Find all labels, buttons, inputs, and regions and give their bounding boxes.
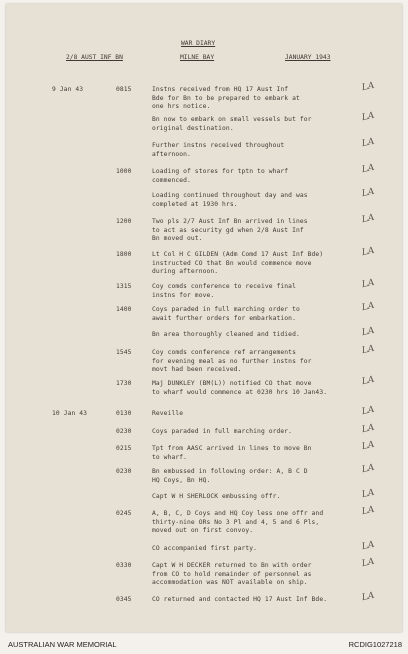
entry-time: 0815 <box>116 86 132 93</box>
entry-text-line: Bn area thoroughly cleaned and tidied. <box>152 331 300 338</box>
entry-text-line: Maj DUNKLEY (BM(L)) notified CO that move <box>152 380 312 387</box>
entry-text-line: thirty-nine ORs No 3 Pl and 4, 5 and 6 Pls, <box>152 518 320 526</box>
handwritten-initial: LA <box>361 300 376 314</box>
handwritten-initial: LA <box>361 462 376 476</box>
entry-time: 0230 <box>116 428 132 435</box>
entry-text-line: during afternoon. <box>152 268 219 275</box>
entry-text-line: Bde for Bn to be prepared to embark at <box>152 94 300 102</box>
entry-text-line: movt had been received. <box>152 366 242 373</box>
handwritten-initial: LA <box>361 422 376 436</box>
entry-text-line: Further instns received throughout <box>152 142 285 149</box>
handwritten-initial: LA <box>361 539 376 553</box>
entry-text-line: A, B, C, D Coys and HQ Coy less one offr and <box>152 510 324 517</box>
entry-time: 1730 <box>116 380 132 387</box>
entry-text-line: for evening meal as no further instns for <box>152 357 312 365</box>
entry-time: 0345 <box>116 596 132 603</box>
footer-id: RCDIG1027218 <box>348 640 402 649</box>
entry-text-line: await further orders for embarkation. <box>152 314 296 322</box>
entry-time: 0130 <box>116 410 132 417</box>
entry-text-line: moved out on first convoy. <box>152 527 254 534</box>
handwritten-initial: LA <box>361 374 376 388</box>
handwritten-initial: LA <box>361 110 376 124</box>
entry-text-line: instructed CO that Bn would commence move <box>152 259 312 267</box>
handwritten-initial: LA <box>361 325 376 339</box>
entry-text-line: Coys paraded in full marching order. <box>152 428 293 435</box>
handwritten-initial: LA <box>361 487 376 501</box>
place-name: MILNE BAY <box>180 54 215 61</box>
entry-date: 9 Jan 43 <box>52 86 84 93</box>
entry-text-line: to wharf would commence at 0230 hrs 10 Jan43. <box>152 388 328 396</box>
entry-text-line: Coy comds conference to receive final <box>152 283 296 290</box>
entry-text-line: Tpt from AASC arrived in lines to move Bn <box>152 445 312 452</box>
footer-credit: AUSTRALIAN WAR MEMORIAL <box>8 640 117 649</box>
entry-text-line: Instns received from HQ 17 Aust Inf <box>152 86 289 93</box>
entry-text-line: Lt Col H C GILDEN (Adm Comd 17 Aust Inf Bde) <box>152 251 324 258</box>
entry-text-line: instns for move. <box>152 291 215 299</box>
entry-time: 1000 <box>116 168 132 175</box>
entry-text-line: Loading of stores for tptn to wharf <box>152 168 289 175</box>
entry-time: 1200 <box>116 218 132 225</box>
handwritten-initial: LA <box>361 212 376 226</box>
entry-text-line: Bn embussed in following order: A, B C D <box>152 468 308 475</box>
handwritten-initial: LA <box>361 343 376 357</box>
handwritten-initial: LA <box>361 80 376 94</box>
handwritten-initial: LA <box>361 162 376 176</box>
entry-text-line: Capt W H SHERLOCK embussing offr. <box>152 493 281 500</box>
entry-text-line: Capt W H DECKER returned to Bn with order <box>152 562 312 569</box>
entry-text-line: HQ Coys, Bn HQ. <box>152 476 211 484</box>
entry-text-line: one hrs notice. <box>152 103 211 110</box>
entry-text-line: from CO to hold remainder of personnel as <box>152 570 312 578</box>
entry-text-line: commenced. <box>152 176 191 184</box>
diary-title: WAR DIARY <box>181 40 216 47</box>
entry-time: 1545 <box>116 349 132 356</box>
handwritten-initial: LA <box>361 277 376 291</box>
handwritten-initial: LA <box>361 590 376 604</box>
entry-time: 1800 <box>116 251 132 258</box>
entry-text-line: CO returned and contacted HQ 17 Aust Inf Bde. <box>152 596 328 603</box>
entry-time: 0230 <box>116 468 132 475</box>
entry-text-line: Two pls 2/7 Aust Inf Bn arrived in lines <box>152 218 308 225</box>
entry-text-line: Coys paraded in full marching order to <box>152 306 300 313</box>
entry-time: 1315 <box>116 283 132 290</box>
handwritten-initial: LA <box>361 404 376 418</box>
entry-time: 0245 <box>116 510 132 517</box>
month-year: JANUARY 1943 <box>285 54 331 61</box>
entry-text-line: original destination. <box>152 124 234 132</box>
entry-time: 0330 <box>116 562 132 569</box>
handwritten-initial: LA <box>361 186 376 200</box>
handwritten-initial: LA <box>361 136 376 150</box>
entry-text-line: CO accompanied first party. <box>152 545 258 552</box>
entry-text-line: completed at 1930 hrs. <box>152 200 238 208</box>
entry-text-line: Coy comds conference ref arrangements <box>152 349 296 356</box>
handwritten-initial: LA <box>361 439 376 453</box>
entry-text-line: Bn moved out. <box>152 235 203 242</box>
handwritten-initial: LA <box>361 504 376 518</box>
entry-text-line: to wharf. <box>152 453 188 461</box>
handwritten-initial: LA <box>361 556 376 570</box>
entry-text-line: afternoon. <box>152 150 191 158</box>
entry-text-line: Reveille <box>152 410 184 417</box>
unit-name: 2/8 AUST INF BN <box>66 54 123 61</box>
entry-text-line: accommodation was NOT available on ship. <box>152 579 308 586</box>
entry-date: 10 Jan 43 <box>52 410 88 417</box>
entry-time: 1400 <box>116 306 132 313</box>
handwritten-initial: LA <box>361 245 376 259</box>
entry-text-line: Bn now to embark on small vessels but for <box>152 116 312 123</box>
entry-time: 0215 <box>116 445 132 452</box>
entry-text-line: Loading continued throughout day and was <box>152 192 308 199</box>
entry-text-line: to act as security gd when 2/8 Aust Inf <box>152 226 304 234</box>
